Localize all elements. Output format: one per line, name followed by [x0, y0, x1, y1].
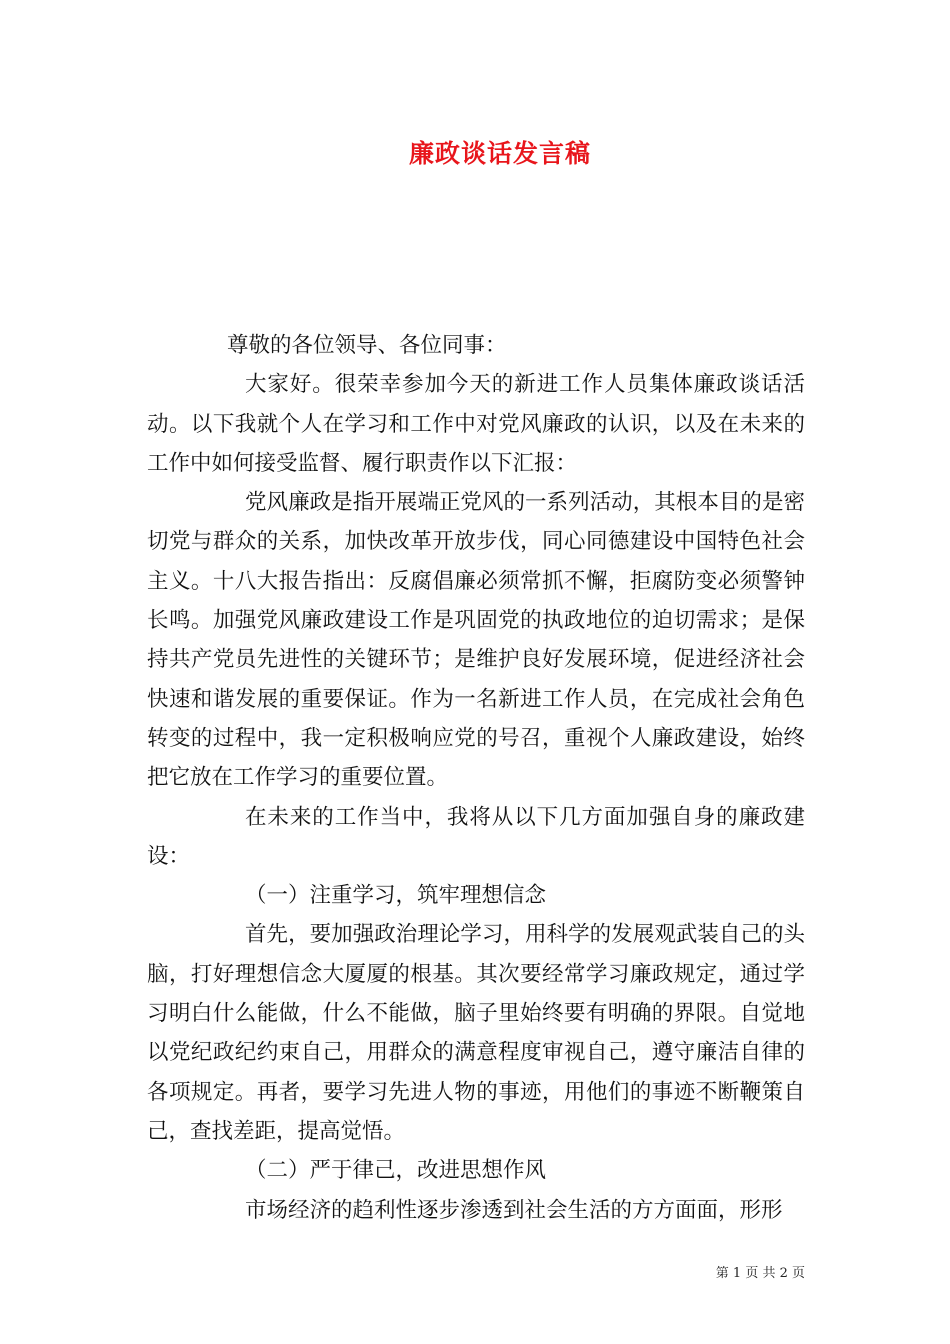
section-heading-1: （一）注重学习，筑牢理想信念 — [245, 883, 547, 909]
paragraph-greeting: 大家好。很荣幸参加今天的新进工作人员集体廉政谈话活动。以下我就个人在学习和工作中对党风廉政的认识，以及在未来的工作中如何接受监督、履行职责作以下汇报： — [147, 372, 805, 476]
page-number-footer: 第 1 页 共 2 页 — [715, 1266, 805, 1281]
document-body — [147, 326, 805, 1230]
section-heading-2: （二）严于律己，改进思想作风 — [245, 1158, 547, 1184]
paragraph-definition: 党风廉政是指开展端正党风的一系列活动，其根本目的是密切党与群众的关系，加快改革开放步伐，同心同德建设中国特色社会主义。十八大报告指出：反腐倡廉必须常抓不懈，拒腐防变必须警钟长鸣。加强党风廉政建设工作是巩固党的执政地位的迫切需求；是保持共产党员先进性的关键环节；是维护良好发展环境，促进经济社会快速和谐发展的重要保证。作为一名新进工作人员，在完成社会角色转变的过程中，我一定积极响应党的号召，重视个人廉政建设，始终把它放在工作学习的重要位置。 — [147, 490, 805, 791]
salutation: 尊敬的各位领导、各位同事： — [227, 333, 507, 358]
document-title: 廉政谈话发言稿 — [408, 139, 591, 168]
paragraph-study: 首先，要加强政治理论学习，用科学的发展观武装自己的头脑，打好理想信念大厦厦的根基。其次要经常学习廉政规定，通过学习明白什么能做，什么不能做，脑子里始终要有明确的界限。自觉地以党纪政纪约束自己，用群众的满意程度审视自己，遵守廉洁自律的各项规定。再者，要学习先进人物的事迹，用他们的事迹不断鞭策自己，查找差距，提高觉悟。 — [147, 922, 805, 1144]
paragraph-intro-plan: 在未来的工作当中，我将从以下几方面加强自身的廉政建设： — [147, 804, 805, 869]
paragraph-market: 市场经济的趋利性逐步渗透到社会生活的方方面面，形形 — [245, 1197, 783, 1223]
